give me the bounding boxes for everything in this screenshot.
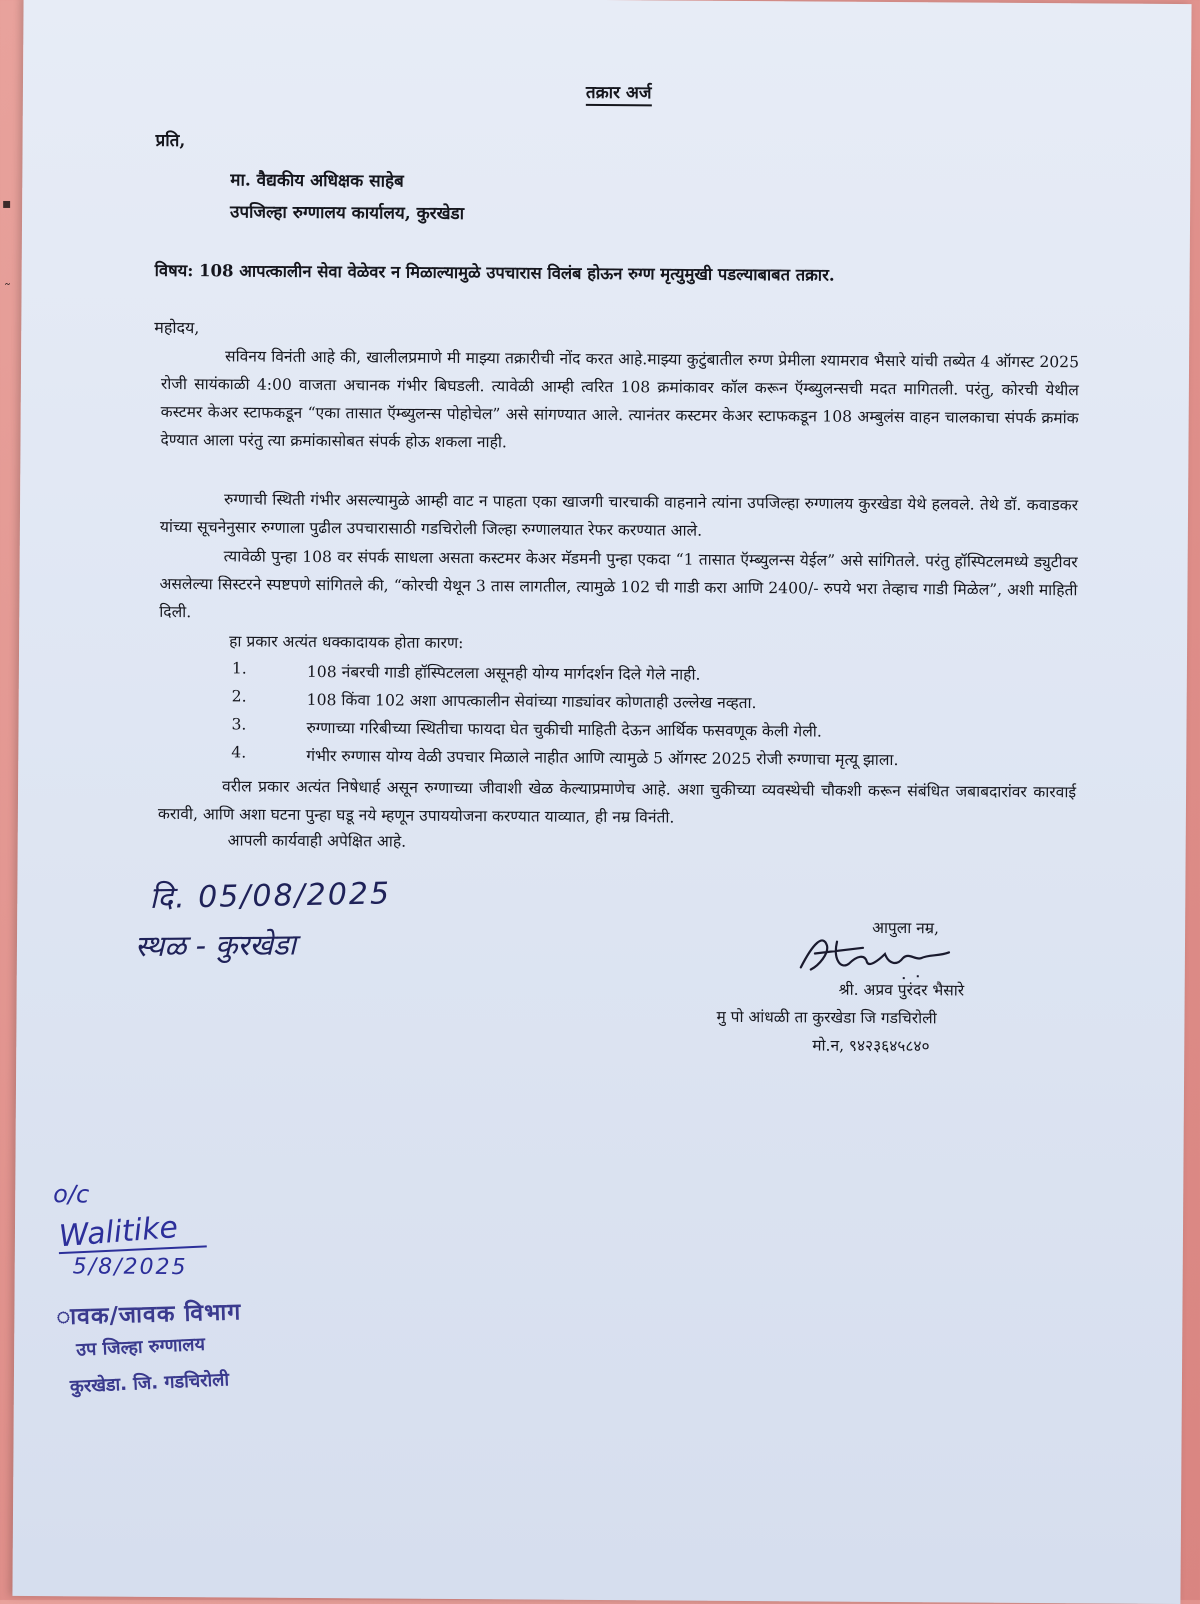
stamp-location: कुरखेडा. जि. गडचिरोली [69,1369,230,1398]
paragraph-1: सविनय विनंती आहे की, खालीलप्रमाणे मी माझ्या तक्रारीची नोंद करत आहे.माझ्या कुटुंबातील रुग्ण प्रेमीला श्यामराव भैसारे यांची तब्येत 4 ऑगस्ट 2025 रोजी सायंकाळी 4:00 वाजता अचानक गंभीर बिघडली. त्यावेळी आम्ही त्वरित 108 क्रमांकावर कॉल करून ऍम्ब्युलन्सची मदत मागितली. परंतु, कोरची येथील कस्टमर केअर स्टाफकडून “एका तासात ऍम्ब्युलन्स पोहोचेल” असे सांगण्यात आले. त्यानंतर कस्टमर केअर स्टाफकडून 108 अम्बुलंस वाहन चालकाचा संपर्क क्रमांक देण्यात आला परंतु त्या क्रमांकासोबत संपर्क होऊ शकला नाही. [160,347,1080,452]
paragraph-3: त्यावेळी पुन्हा 108 वर संपर्क साधला असता कस्टमर केअर मॅडमनी पुन्हा एकदा “1 तासात ऍम्ब्युलन्स येईल” असे सांगितले. परंतु हॉस्पिटलमध्ये ड्युटीवर असलेल्या सिस्टरने स्पष्टपणे सांगितले की, “कोरची येथून 3 तास लागतील, त्यामुळे 102 ची गाडी करा आणि 2400/- रुपये भरा तेव्हाच गाडी मिळेल”, अशी माहिती दिली. [159,547,1078,622]
reasons-intro: हा प्रकार अत्यंत धक्कादायक होता कारण: [229,632,464,653]
sender-phone: मो.न, ९४२३६४५८४० [812,1036,930,1056]
document-title: तक्रार अर्ज [586,80,652,106]
paragraph-4: वरील प्रकार अत्यंत निषेधार्ह असून रुग्णाच्या जीवाशी खेळ केल्याप्रमाणेच आहे. अशा चुकीच्या व्यवस्थेची चौकशी करून संबंधित जबाबदारांवर कारवाई करावी, आणि अशा घटना पुन्हा घडू नये म्हणून उपाययोजना करण्यात याव्यात, ही नम्र विनंती. [157,777,1077,827]
reason-text: 108 किंवा 102 अशा आपत्कालीन सेवांच्या गाड्यांवर कोणताही उल्लेख नव्हता. [306,690,757,713]
stamp-department: ावक/जावक विभाग [56,1299,242,1331]
letter-sheet [12,0,1191,1604]
sender-name: श्री. अप्रव पुरंदर भैसारे [838,980,965,1000]
stamp-hospital: उप जिल्हा रुग्णालय [75,1333,206,1361]
sender-signature [793,923,973,984]
addressee-line-1: मा. वैद्यकीय अधिक्षक साहेब [230,170,404,192]
reason-number: 1. [231,659,247,678]
reason-text: गंभीर रुग्णास योग्य वेळी उपचार मिळाले नाहीत आणि त्यामुळे 5 ऑगस्ट 2025 रोजी रुग्णाचा मृत्यू झाला. [306,746,899,770]
salutation: महोदय, [154,317,200,338]
reason-text: रुग्णाच्या गरिबीच्या स्थितीचा फायदा घेत चुकीची माहिती देऊन आर्थिक फसवणूक केली गेली. [306,718,822,741]
receipt-signature: Walitike [57,1209,180,1255]
background-table-mark: ▪ [2,196,12,212]
reason-number: 2. [231,687,247,706]
addressee-line-2: उपजिल्हा रुग्णालय कार्यालय, कुरखेडा [230,202,465,225]
reason-number: 4. [231,743,247,762]
background-table-mark: ˜ [4,282,11,298]
receipt-oc-note: o/c [53,1180,90,1209]
closing-yours: आपुला नम्र, [872,918,940,938]
to-label: प्रति, [155,130,186,152]
paragraph-2: रुग्णाची स्थिती गंभीर असल्यामुळे आम्ही वाट न पाहता एका खाजगी चारचाकी वाहनाने त्यांना उपजिल्हा रुग्णालय कुरखेडा येथे हलवले. तेथे डॉ. कवाडकर यांच्या सूचनेनुसार रुग्णाला पुढील उपचारासाठी गडचिरोली जिल्हा रुग्णालयात रेफर करण्यात आले. [159,490,1079,540]
handwritten-place: स्थळ - कुरखेडा [134,927,297,964]
reason-text: 108 नंबरची गाडी हॉस्पिटलला असूनही योग्य मार्गदर्शन दिले गेले नाही. [306,662,701,684]
sender-address: मु पो आंधळी ता कुरखेडा जि गडचिरोली [716,1007,937,1028]
closing-line: आपली कार्यवाही अपेक्षित आहे. [227,831,407,851]
subject-line: विषय: 108 आपत्कालीन सेवा वेळेवर न मिळाल्यामुळे उपचारास विलंब होऊन रुग्ण मृत्युमुखी पडल्याबाबत तक्रार. [154,260,835,285]
reason-number: 3. [231,715,247,734]
receipt-date: 5/8/2025 [72,1254,188,1281]
handwritten-date: दि. 05/08/2025 [149,876,392,917]
